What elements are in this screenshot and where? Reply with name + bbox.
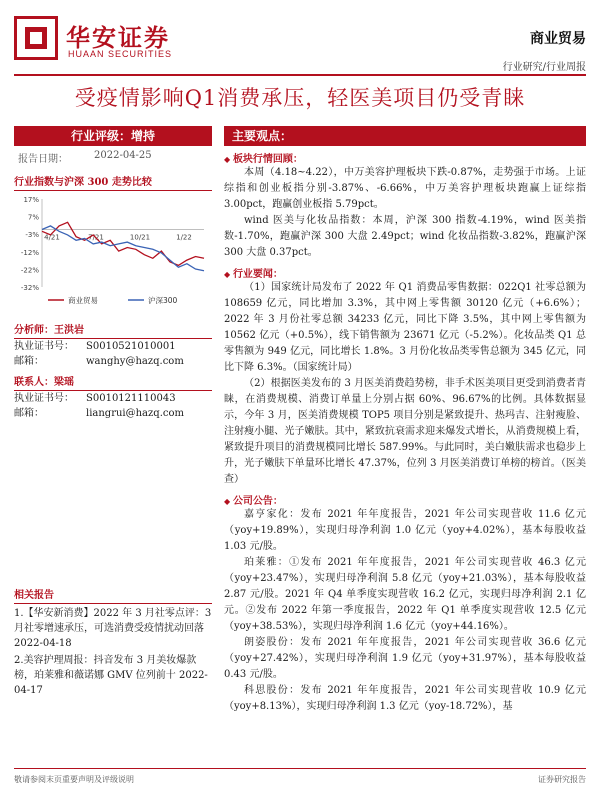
industry-news-heading: ◆ 行业要闻： [224, 265, 586, 280]
x-tick-label: 10/21 [129, 233, 151, 242]
wind-index-paragraph: wind 医美与化妆品指数：本周，沪深 300 指数-4.19%，wind 医美指数-1.70%，跑赢沪深 300 大盘 2.49pct；wind 化妆品指数-3.82%，跑赢沪深 300 大盘 0.37pct。 [224, 215, 586, 258]
x-tick-label: 1/22 [176, 233, 192, 242]
footer-label: 证券研究报告 [538, 775, 586, 784]
report-date-label: 报告日期： [18, 154, 68, 165]
analyst-2-cert: 执业证书号： S0010121110043 [14, 393, 176, 404]
left-column [14, 126, 212, 421]
main-points-title: 主要观点： [224, 126, 586, 146]
index-comparison-chart [14, 191, 212, 313]
series-line-1 [42, 222, 204, 265]
y-tick-label: -12% [20, 248, 39, 257]
announcement-jiaheng: 嘉亨家化：发布 2021 年年度报告，2021 年公司实现营收 11.6 亿元（yoy+19.89%），实现归母净利润 1.0 亿元（yoy+4.02%），基本每股收益 1.03 元/股。 [224, 509, 586, 552]
company-logo [14, 16, 194, 64]
announcement-langzi: 朗姿股份：发布 2021 年年度报告，2021 年公司实现营收 36.6 亿元（yoy+27.42%），实现归母净利润 1.9 亿元（yoy+31.97%），基本每股收益 0.43 元/股。 [224, 637, 586, 680]
y-tick-label: 7% [27, 213, 39, 222]
legend-label: 沪深300 [148, 296, 178, 305]
x-tick-label: 4/21 [44, 233, 60, 242]
logo-name-en: HUAAN SECURITIES [68, 49, 173, 59]
analyst-2-name: 联系人：梁瑶 [14, 369, 212, 391]
related-reports-title: 相关报告 [14, 586, 212, 604]
news-item-2: （2）根据医美发布的 3 月医美消费趋势榜，非手术医美项目更受到消费者青睐，在消费规模、消费订单量上分别占据 60%、96.67%的比例。具体数据显示，今年 3 月，医美消费规模 TOP5 项目分别是紧致提升、热玛吉、注射瘦脸、注射瘦小腿、光子嫩肤。其中，紧致抗衰需求迎来爆发式增长，从消费规模上看，紧致提升项目的消费规模同比增长 587.99%。与此同时，美白嫩肤需求也稳步上升，光子嫩肤下单量环比增长 47.37%，位列 3 月医美消费订单榜的榜首。（医美查） [224, 378, 586, 485]
analyst-1-name: 分析师：王洪岩 [14, 317, 212, 339]
report-date: 2022-04-25 [94, 150, 152, 161]
report-date-row [14, 150, 212, 165]
analyst-2-email: 邮箱： liangrui@hazq.com [14, 408, 184, 419]
header-divider [14, 74, 586, 76]
related-reports [14, 586, 212, 698]
industry-rating: 行业评级：增持 [14, 126, 212, 146]
footer-disclaimer: 敬请参阅末页重要声明及评级说明 [14, 775, 134, 784]
y-tick-label: 17% [23, 196, 39, 204]
y-tick-label: -3% [25, 231, 39, 240]
announcement-kesi: 科思股份：发布 2021 年年度报告，2021 年公司实现营收 10.9 亿元（yoy+8.13%），实现归母净利润 1.3 亿元（yoy-18.72%），基 [224, 685, 586, 712]
announcement-proya: 珀莱雅：①发布 2021 年年度报告，2021 年公司实现营收 46.3 亿元（yoy+23.47%），实现归母净利润 5.8 亿元（yoy+21.03%），基本每股收益 2.87 元/股。2021 年 Q4 单季度实现营收 16.2 亿元，实现归母净利润 2.1 亿元。②发布 2022 年第一季度报告，2022 年 Q1 单季度实现营收 12.5 亿元（yoy+38.53%），实现归母净利润 1.6 亿元（yoy+44.16%）。 [224, 557, 586, 632]
report-title: 受疫情影响Q1消费承压，轻医美项目仍受青睐 [74, 86, 526, 110]
logo-mark-icon [14, 16, 58, 60]
market-review-heading: ◆ 板块行情回顾： [224, 150, 586, 165]
report-type: 行业研究/行业周报 [502, 62, 586, 73]
chart-svg [14, 191, 212, 313]
analyst-1-email: 邮箱： wanghy@hazq.com [14, 356, 184, 367]
x-tick-label: 7/21 [88, 233, 104, 242]
chart-section-title: 行业指数与沪深 300 走势比较 [14, 173, 212, 191]
y-tick-label: -32% [20, 284, 39, 292]
company-announcements-heading: ◆ 公司公告： [224, 492, 586, 507]
footer-divider [14, 768, 586, 769]
logo-name: 华安证券 [66, 23, 170, 52]
market-review-paragraph: 本周（4.18~4.22），中万美容护理板块下跌-0.87%，走势强于市场。上证综指和创业板指分别-3.87%、-6.66%，中万美容护理板块跑赢上证综指 3.00pct，跑赢创业板指 5.79pct。 [224, 167, 586, 210]
related-report-1[interactable]: 1.【华安新消费】2022 年 3 月社零点评：3 月社零增速承压，可选消费受疫情扰动回落 2022-04-18 [14, 608, 212, 649]
analyst-block [14, 317, 212, 421]
legend-label: 商业贸易 [68, 296, 98, 305]
analyst-1-cert: 执业证书号： S0010521010001 [14, 341, 176, 352]
y-tick-label: -22% [20, 266, 39, 275]
main-column [224, 126, 586, 715]
industry-name: 商业贸易 [530, 31, 586, 47]
related-report-2[interactable]: 2.美容护理周报：抖音发布 3 月美妆爆款榜，珀莱雅和薇诺娜 GMV 位列前十 2022-04-17 [14, 655, 208, 696]
news-item-1: （1）国家统计局发布了 2022 年 Q1 消费品零售数据：022Q1 社零总额为 108659 亿元，同比增加 3.3%，其中网上零售额 30120 亿元（+6.6%）；2022 年 3 月份社零总额 34233 亿元，同比下降 3.5%，其中网上零售额为 10562 亿元（+0.5%），线下销售额为 23671 亿元（-5.2%）。化妆品类 Q1 总零售额为 949 亿元，同比增长 1.8%。3 月份化妆品类零售总额为 345 亿元，同比下降 6.3%。（国家统计局） [224, 282, 586, 373]
